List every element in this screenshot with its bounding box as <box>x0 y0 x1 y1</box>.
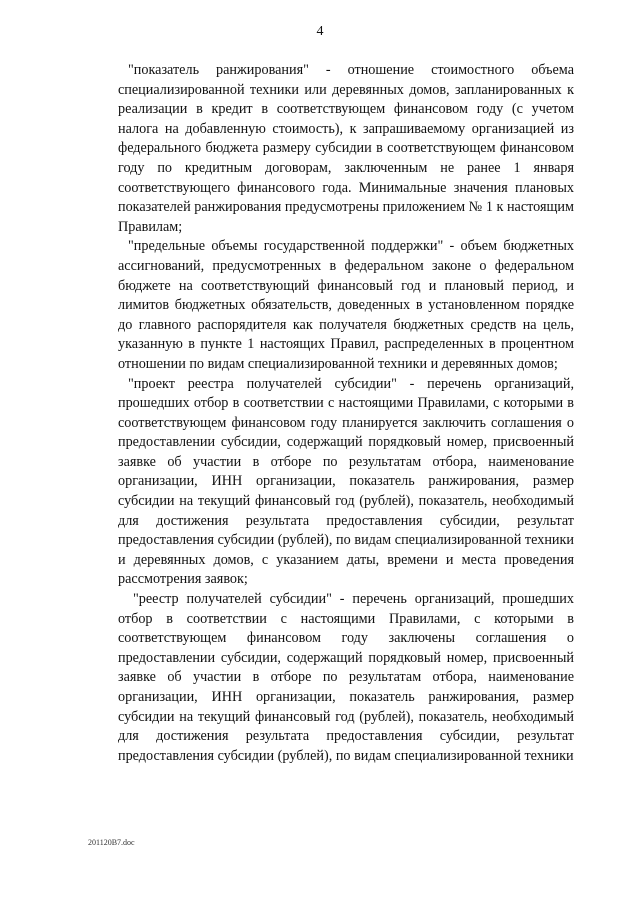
document-body <box>118 61 574 766</box>
paragraph-draft-recipient-register: "проект реестра получателей субсидии" - перечень организаций, прошедших отбор в соответствии с настоящими Правилами, с которыми в соответствующем финансовом году планируется заключить соглашения о предоставлении субсидии, содержащий порядковый номер, присвоенный заявке об участии в отборе по результатам отбора, наименование организации, ИНН организации, показатель ранжирования, размер субсидии на текущий финансовый год (рублей), показатель, необходимый для достижения результата предоставления субсидии, результат предоставления субсидии (рублей), по видам специализированной техники и деревянных домов, с указанием даты, времени и места проведения рассмотрения заявок; <box>118 375 574 588</box>
footer-filename: 201120B7.doc <box>88 838 135 847</box>
paragraph-recipient-register: "реестр получателей субсидии" - перечень организаций, прошедших отбор в соответствии с настоящими Правилами, с которыми в соответствующем финансовом году заключены соглашения о предоставлении субсидии, содержащий порядковый номер, присвоенный заявке об участии в отборе по результатам отбора, наименование организации, ИНН организации, показатель ранжирования, размер субсидии на текущий финансовый год (рублей), показатель, необходимый для достижения результата предоставления субсидии, результат предоставления субсидии (рублей), по видам специализированной техники <box>118 591 574 764</box>
paragraph-state-support-limits: "предельные объемы государственной поддержки" - объем бюджетных ассигнований, предусмотренных в федеральном законе о федеральном бюджете на соответствующий финансовый год и плановый период, и лимитов бюджетных обязательств, доведенных в установленном порядке до главного распорядителя как получателя бюджетных средств на цель, указанную в пункте 1 настоящих Правил, распределенных в процентном отношении по видам специализированной техники и деревянных домов; <box>118 238 574 372</box>
paragraph-ranking-indicator: "показатель ранжирования" - отношение стоимостного объема специализированной техники или деревянных домов, запланированных к реализации в кредит в соответствующем финансовом году (с учетом налога на добавленную стоимость), к запрашиваемому организацией из федерального бюджета размеру субсидии в соответствующем финансовом году по кредитным договорам, заключенным не ранее 1 января соответствующего финансового года. Минимальные значения плановых показателей ранжирования предусмотрены приложением № 1 к настоящим Правилам; <box>118 62 574 235</box>
page-number: 4 <box>316 24 324 39</box>
